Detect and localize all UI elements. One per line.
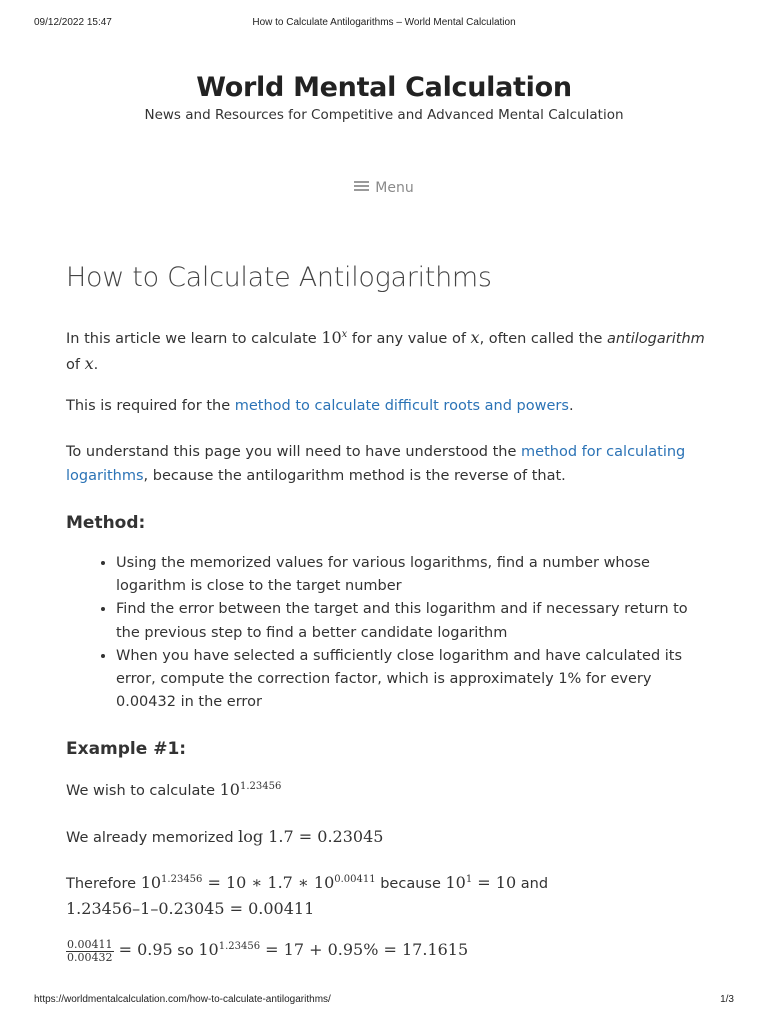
print-url: https://worldmentalcalculation.com/how-to-calculate-antilogarithms/ bbox=[34, 994, 331, 1005]
example-wish-paragraph: We wish to calculate $10^{1.23456}$ bbox=[66, 780, 282, 799]
print-header bbox=[0, 17, 768, 31]
intro-paragraph: In this article we learn to calculate 10$^x$ for any value of x, often called the antilogarithm of x. bbox=[66, 328, 705, 373]
list-item: • Find the error between the target and this logarithm and if necessary return to the previous step to find a better candidate logarithm bbox=[116, 598, 706, 644]
example-therefore-paragraph: Therefore $10^{1.23456} = 10$ ∗ 1.7 ∗ $10^{0.00411}$ because $10^1 = 10$ and 1.23456–1–0.23045 = 0.00411 bbox=[66, 873, 549, 918]
hamburger-menu-icon bbox=[354, 181, 369, 191]
antilogarithm-term: antilogarithm bbox=[606, 331, 705, 347]
method-list bbox=[66, 552, 706, 714]
page-title: How to Calculate Antilogarithms bbox=[66, 262, 492, 293]
menu-toggle-button[interactable] bbox=[0, 180, 768, 196]
print-doc-title: How to Calculate Antilogarithms – World Mental Calculation bbox=[252, 17, 516, 28]
print-page-number: 1/3 bbox=[720, 994, 734, 1005]
example-fraction-paragraph: $\frac{0.00411}{0.00432}$ = 0.95 so $10^{1.23456} = 17 + 0.95\% = 17.1615$ bbox=[67, 937, 469, 964]
example-memorized-paragraph: We already memorized log 1.7 = 0.23045 bbox=[66, 827, 384, 846]
site-tagline: News and Resources for Competitive and Advanced Mental Calculation bbox=[144, 107, 624, 123]
fraction: $\frac{0.00411}{0.00432}$ bbox=[67, 937, 113, 964]
example-heading: Example #1: bbox=[66, 739, 187, 759]
menu-label: Menu bbox=[375, 180, 414, 196]
site-title[interactable]: World Mental Calculation bbox=[196, 72, 572, 103]
math-10-power-x: 10$^x$ bbox=[321, 328, 348, 347]
required-paragraph: This is required for the method to calculate difficult roots and powers. bbox=[66, 398, 574, 414]
logarithms-method-link[interactable]: method for calculating logarithms bbox=[66, 444, 686, 484]
understand-paragraph: To understand this page you will need to have understood the method for calculating logarithms, because the antilogarithm method is the reverse of that. bbox=[66, 444, 686, 484]
roots-powers-link[interactable]: method to calculate difficult roots and powers bbox=[234, 398, 569, 414]
list-item: • When you have selected a sufficiently close logarithm and have calculated its error, compute the correction factor, which is approximately 1% for every 0.00432 in the error bbox=[116, 645, 706, 715]
list-item: • Using the memorized values for various logarithms, find a number whose logarithm is close to the target number bbox=[116, 552, 706, 598]
method-heading: Method: bbox=[66, 513, 146, 533]
print-datetime: 09/12/2022 15:47 bbox=[34, 17, 112, 28]
print-footer bbox=[0, 994, 768, 1008]
